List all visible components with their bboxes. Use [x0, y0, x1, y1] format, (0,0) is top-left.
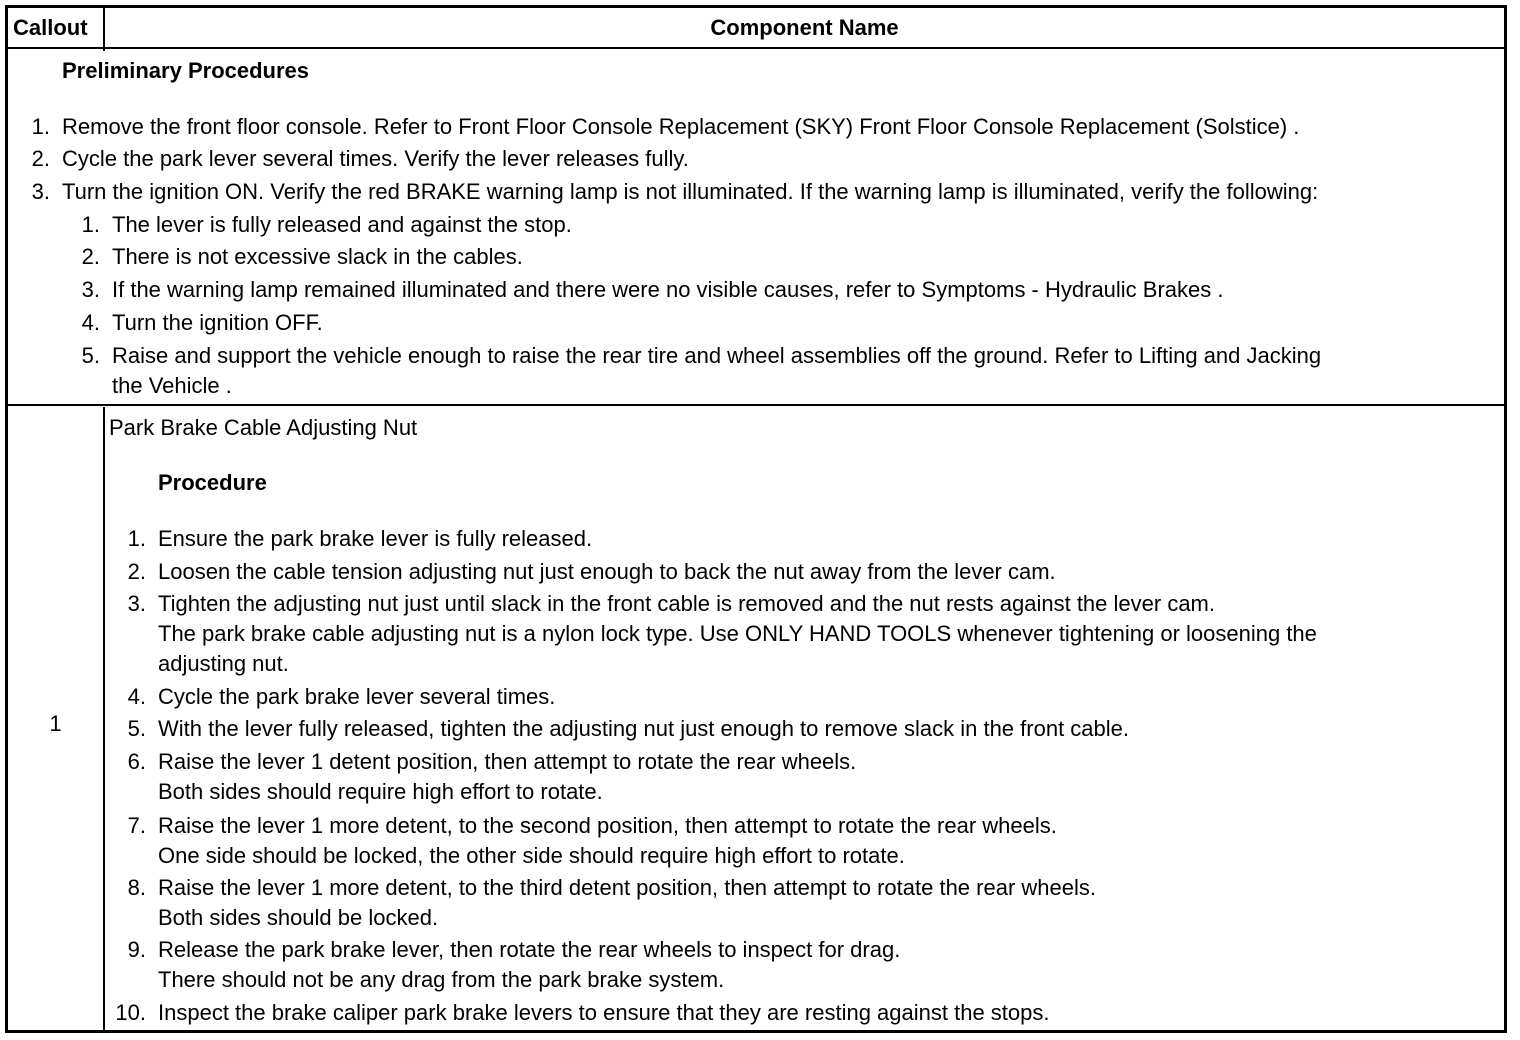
prelim-substep-1: The lever is fully released and against the stop. [112, 212, 572, 237]
prelim-substep-number: 3. [81, 277, 100, 302]
prelim-step-number: 2. [31, 146, 50, 171]
prelim-substep-number: 2. [81, 244, 100, 269]
header-component-name: Component Name [710, 15, 899, 40]
procedure-step-1: Ensure the park brake lever is fully released. [158, 526, 593, 551]
procedure-step-9-note: There should not be any drag from the park brake system. [158, 967, 725, 992]
procedure-step-9: Release the park brake lever, then rotate the rear wheels to inspect for drag. [158, 937, 901, 962]
procedure-step-number: 1. [127, 526, 146, 551]
procedure-step-number: 2. [127, 559, 146, 584]
procedure-step-number: 4. [127, 684, 146, 709]
prelim-substep-number: 1. [81, 212, 100, 237]
procedure-step-6-note: Both sides should require high effort to rotate. [158, 779, 603, 804]
procedure-step-8-note: Both sides should be locked. [158, 905, 439, 930]
procedure-step-2: Loosen the cable tension adjusting nut just enough to back the nut away from the lever cam. [158, 559, 1056, 584]
procedure-step-3-note: The park brake cable adjusting nut is a nylon lock type. Use ONLY HAND TOOLS whenever tightening or loosening the [158, 621, 1317, 646]
row1-procedure-title: Procedure [158, 470, 267, 495]
procedure-step-8: Raise the lever 1 more detent, to the third detent position, then attempt to rotate the rear wheels. [158, 875, 1096, 900]
prelim-substep-5-cont: the Vehicle . [112, 373, 232, 398]
procedure-step-number: 8. [127, 875, 146, 900]
header-callout: Callout [13, 15, 88, 40]
component-table [5, 5, 1507, 1033]
procedure-step-number: 7. [127, 813, 146, 838]
procedure-step-number: 9. [127, 937, 146, 962]
prelim-substep-2: There is not excessive slack in the cables. [112, 244, 523, 269]
procedure-step-3: Tighten the adjusting nut just until slack in the front cable is removed and the nut rests against the lever cam. [158, 591, 1215, 616]
procedure-step-number: 10. [115, 1000, 146, 1025]
procedure-step-number: 5. [127, 716, 146, 741]
procedure-step-4: Cycle the park brake lever several times. [158, 684, 556, 709]
prelim-step-2: Cycle the park lever several times. Verify the lever releases fully. [62, 146, 689, 171]
preliminary-span-mask [103, 51, 106, 407]
row1-component-name: Park Brake Cable Adjusting Nut [109, 415, 418, 440]
prelim-step-number: 3. [31, 179, 50, 204]
procedure-step-10: Inspect the brake caliper park brake levers to ensure that they are resting against the stops. [158, 1000, 1050, 1025]
procedure-step-6: Raise the lever 1 detent position, then attempt to rotate the rear wheels. [158, 749, 857, 774]
procedure-step-number: 3. [127, 591, 146, 616]
procedure-step-3-note-cont: adjusting nut. [158, 651, 289, 676]
prelim-substep-5: Raise and support the vehicle enough to raise the rear tire and wheel assemblies off the ground. Refer to Lifting and Jacking [112, 343, 1322, 368]
prelim-substep-4: Turn the ignition OFF. [112, 310, 323, 335]
row1-callout: 1 [49, 711, 62, 736]
prelim-step-3: Turn the ignition ON. Verify the red BRAKE warning lamp is not illuminated. If the warning lamp is illuminated, verify the following: [62, 179, 1319, 204]
prelim-step-number: 1. [31, 114, 50, 139]
prelim-substep-3: If the warning lamp remained illuminated and there were no visible causes, refer to Symptoms - Hydraulic Brakes . [112, 277, 1224, 302]
procedure-step-number: 6. [127, 749, 146, 774]
row-divider [8, 404, 1504, 406]
prelim-step-1: Remove the front floor console. Refer to Front Floor Console Replacement (SKY) Front Floor Console Replacement (Solstice) . [62, 114, 1300, 139]
header-divider [8, 47, 1504, 49]
prelim-substep-number: 5. [81, 343, 100, 368]
procedure-step-5: With the lever fully released, tighten the adjusting nut just enough to remove slack in the front cable. [158, 716, 1129, 741]
procedure-step-7: Raise the lever 1 more detent, to the second position, then attempt to rotate the rear wheels. [158, 813, 1057, 838]
preliminary-title: Preliminary Procedures [62, 58, 310, 83]
prelim-substep-number: 4. [81, 310, 100, 335]
procedure-step-7-note: One side should be locked, the other side should require high effort to rotate. [158, 843, 905, 868]
